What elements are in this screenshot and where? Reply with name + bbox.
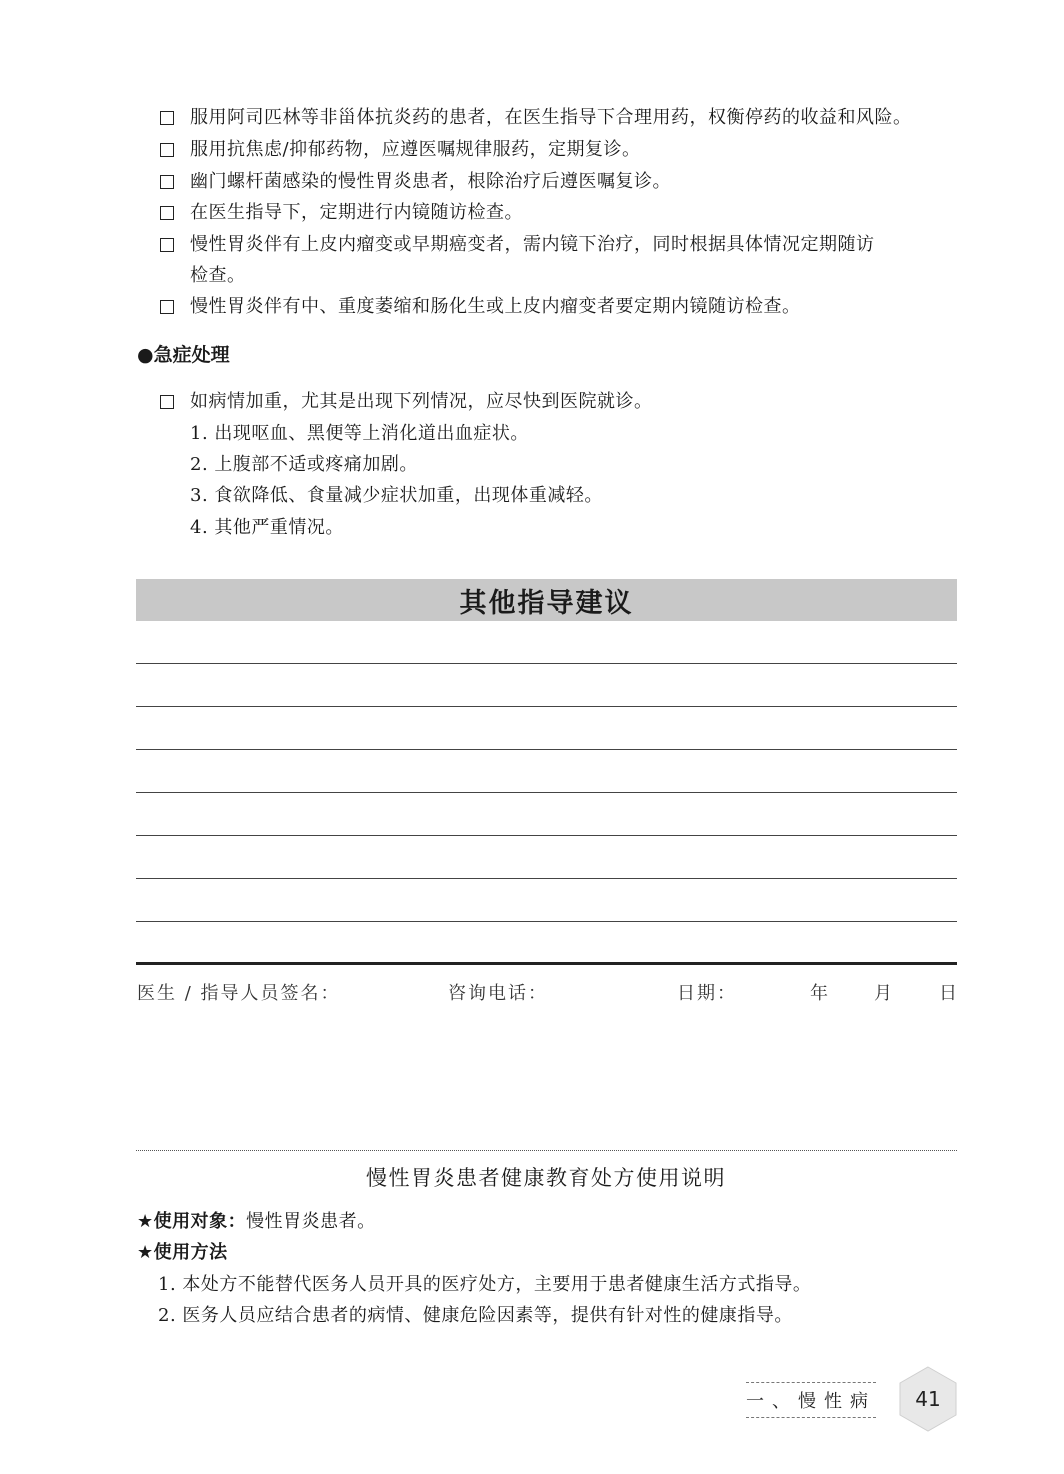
checkbox[interactable] bbox=[160, 300, 174, 314]
writing-line[interactable] bbox=[136, 878, 957, 879]
footer-section-label bbox=[746, 1382, 876, 1418]
writing-line[interactable] bbox=[136, 921, 957, 922]
checklist-item-neoplasia-cont: 检查。 bbox=[190, 265, 246, 286]
writing-line[interactable] bbox=[136, 706, 957, 707]
checklist-item-hpylori: 幽门螺杆菌感染的慢性胃炎患者，根除治疗后遵医嘱复诊。 bbox=[190, 171, 671, 192]
writing-line[interactable] bbox=[136, 792, 957, 793]
writing-line[interactable] bbox=[136, 835, 957, 836]
checklist-item-antianxiety: 服用抗焦虑/抑郁药物，应遵医嘱规律服药，定期复诊。 bbox=[190, 139, 641, 160]
signature-divider bbox=[136, 962, 957, 965]
other-advice-banner bbox=[136, 579, 957, 621]
date-month: 月 bbox=[874, 983, 894, 1004]
checkbox[interactable] bbox=[160, 206, 174, 220]
checklist-item-atrophy: 慢性胃炎伴有中、重度萎缩和肠化生或上皮内瘤变者要定期内镜随访检查。 bbox=[190, 296, 801, 317]
doctor-signature-label: 医生 / 指导人员签名： bbox=[137, 983, 341, 1004]
instructions-title: 慢性胃炎患者健康教育处方使用说明 bbox=[366, 1166, 726, 1190]
usage-method-heading: ★使用方法 bbox=[137, 1242, 228, 1263]
emergency-sub-item: 2. 上腹部不适或疼痛加剧。 bbox=[190, 454, 418, 475]
checklist-item-nsaid: 服用阿司匹林等非甾体抗炎药的患者，在医生指导下合理用药，权衡停药的收益和风险。 bbox=[190, 107, 912, 128]
dotted-separator bbox=[136, 1150, 957, 1151]
page-number-badge bbox=[898, 1366, 958, 1432]
date-year: 年 bbox=[810, 983, 830, 1004]
emergency-main-item: 如病情加重，尤其是出现下列情况，应尽快到医院就诊。 bbox=[190, 391, 653, 412]
emergency-sub-item: 4. 其他严重情况。 bbox=[190, 517, 344, 538]
date-day: 日 bbox=[939, 983, 959, 1004]
usage-target-label: ★使用对象： bbox=[137, 1211, 247, 1232]
usage-target bbox=[137, 1210, 376, 1234]
page-number: 41 bbox=[915, 1387, 941, 1411]
date-label: 日期： bbox=[677, 983, 737, 1004]
phone-label: 咨询电话： bbox=[448, 983, 548, 1004]
usage-target-value: 慢性胃炎患者。 bbox=[246, 1211, 376, 1232]
checkbox[interactable] bbox=[160, 175, 174, 189]
emergency-sub-item: 1. 出现呕血、黑便等上消化道出血症状。 bbox=[190, 423, 529, 444]
checkbox[interactable] bbox=[160, 143, 174, 157]
checkbox[interactable] bbox=[160, 238, 174, 252]
writing-line[interactable] bbox=[136, 749, 957, 750]
usage-method-item: 1. 本处方不能替代医务人员开具的医疗处方，主要用于患者健康生活方式指导。 bbox=[158, 1274, 812, 1295]
checkbox[interactable] bbox=[160, 111, 174, 125]
usage-method-item: 2. 医务人员应结合患者的病情、健康危险因素等，提供有针对性的健康指导。 bbox=[158, 1305, 793, 1326]
emergency-heading: ●急症处理 bbox=[137, 344, 230, 366]
usage-method-label bbox=[137, 1241, 228, 1265]
checkbox[interactable] bbox=[160, 395, 174, 409]
writing-line[interactable] bbox=[136, 663, 957, 664]
checklist-item-endoscopy: 在医生指导下，定期进行内镜随访检查。 bbox=[190, 202, 523, 223]
footer-section-text: 一、慢性病 bbox=[746, 1391, 876, 1412]
checklist-item-neoplasia: 慢性胃炎伴有上皮内瘤变或早期癌变者，需内镜下治疗，同时根据具体情况定期随访 bbox=[190, 234, 875, 255]
other-advice-title: 其他指导建议 bbox=[459, 587, 634, 619]
emergency-sub-item: 3. 食欲降低、食量减少症状加重，出现体重减轻。 bbox=[190, 485, 603, 506]
